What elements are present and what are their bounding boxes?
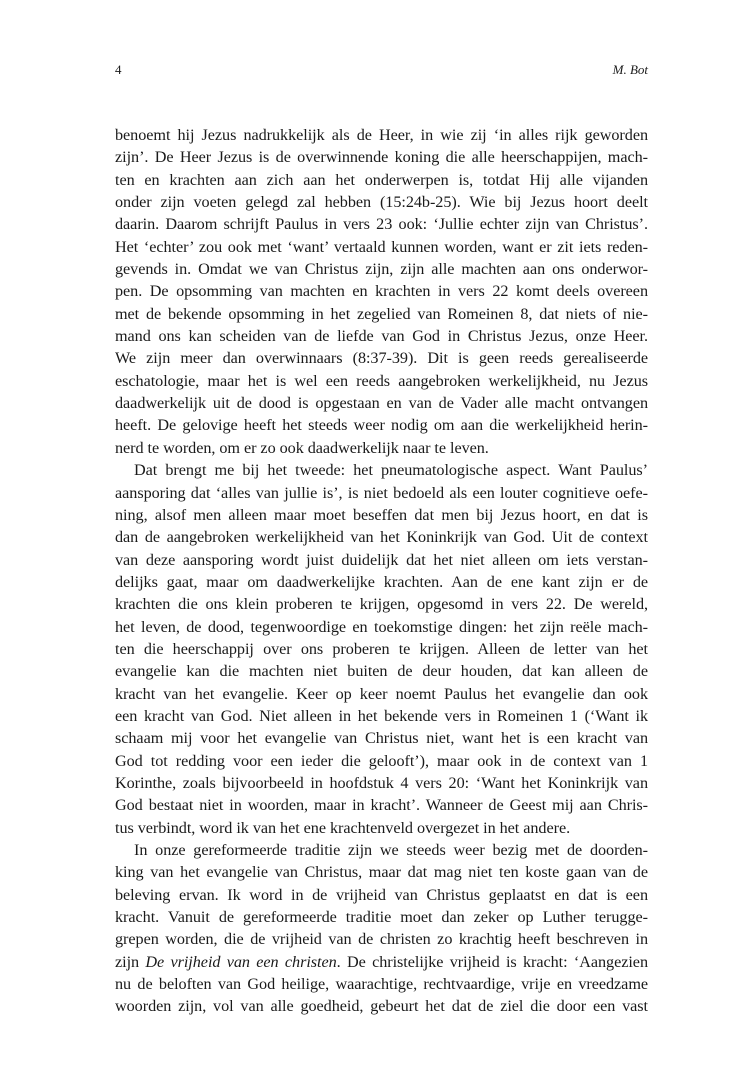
text-span: met de bekende opsomming in het zegelied van Romeinen 8, dat niets of nie- [115, 304, 648, 323]
paragraph [115, 124, 648, 459]
text-line [115, 124, 648, 146]
text-line [115, 169, 648, 191]
text-line [115, 772, 648, 794]
text-line [115, 727, 648, 749]
text-line [115, 928, 648, 950]
text-line [115, 683, 648, 705]
italic-title: De vrijheid van een christen [145, 952, 337, 971]
text-span: aansporing dat ‘alles van jullie is’, is niet bedoeld als een louter cognitieve oefe- [115, 483, 648, 502]
text-span: onder zijn voeten gelegd zal hebben (15:24b-25). Wie bij Jezus hoort deelt [115, 193, 648, 212]
text-line [115, 660, 648, 682]
text-span: ten en krachten aan zich aan het onderwerpen is, totdat Hij alle vijanden [115, 170, 648, 189]
text-line [115, 280, 648, 302]
text-line [115, 973, 648, 995]
text-span: kracht van het evangelie. Keer op keer noemt Paulus het evangelie dan ook [115, 684, 648, 703]
text-span: beleving ervan. Ik word in de vrijheid van Christus geplaatst en dat is een [115, 885, 648, 904]
text-span: . De christelijke vrijheid is kracht: ‘Aangezien [336, 952, 648, 971]
text-span: een kracht van God. Niet alleen in het bekende vers in Romeinen 1 (‘Want ik [115, 706, 648, 725]
text-line [115, 995, 648, 1017]
text-span: Korinthe, zoals bijvoorbeeld in hoofdstuk 4 vers 20: ‘Want het Koninkrijk van [115, 773, 648, 792]
text-line [115, 571, 648, 593]
text-line [115, 213, 648, 235]
text-span: In onze gereformeerde traditie zijn we steeds weer bezig met de doorden- [134, 841, 648, 859]
text-span: God tot redding voor een ieder die gelooft’), maar ook in de context van 1 [115, 751, 648, 770]
text-span: nu de beloften van God heilige, waarachtige, rechtvaardige, vrije en vreedzame [115, 975, 648, 994]
text-line [115, 884, 648, 906]
text-line [115, 616, 648, 638]
text-line [115, 370, 648, 392]
text-span: delijks gaat, maar om daadwerkelijke krachten. Aan de ene kant zijn er de [115, 572, 648, 591]
text-span: het leven, de dood, tegenwoordige en toekomstige dingen: het zijn reële mach- [115, 617, 648, 636]
text-span: ten die heerschappij over ons proberen te krijgen. Alleen de letter van het [115, 639, 648, 658]
text-span: van deze aansporing wordt juist duidelijk dat het niet alleen om iets verstan- [115, 550, 648, 569]
text-line [115, 906, 648, 928]
text-span: pen. De opsomming van machten en krachten in vers 22 komt deels overeen [115, 282, 648, 301]
text-span: ning, alsof men alleen maar moet beseffen dat men bij Jezus hoort, en dat is [115, 505, 648, 524]
text-line [115, 839, 648, 861]
text-span: daadwerkelijk uit de dood is opgestaan en van de Vader alle macht ontvangen [115, 394, 648, 413]
text-line [115, 392, 648, 414]
running-head: M. Bot [612, 62, 648, 77]
text-span: kracht. Vanuit de gereformeerde traditie moet dan zeker op Luther terugge- [115, 908, 648, 927]
body-text [115, 124, 648, 1018]
text-line [115, 593, 648, 615]
text-span: nerd te worden, om er zo ook daadwerkelijk naar te leven. [115, 438, 489, 457]
text-line [115, 414, 648, 436]
text-line [115, 146, 648, 168]
text-span: schaam mij voor het evangelie van Christus niet, want het is een kracht van [115, 729, 648, 748]
text-span: daarin. Daarom schrijft Paulus in vers 23 ook: ‘Jullie echter zijn van Christus’. [115, 215, 648, 234]
text-line [115, 951, 648, 973]
text-line [115, 705, 648, 727]
text-line [115, 750, 648, 772]
text-line [115, 817, 648, 839]
text-line [115, 549, 648, 571]
text-span: gevends in. Omdat we van Christus zijn, zijn alle machten aan ons onderwor- [115, 260, 648, 279]
text-span: zijn [115, 952, 146, 971]
page-number: 4 [115, 62, 122, 77]
text-line [115, 437, 648, 459]
text-span: mand ons kan scheiden van de liefde van God in Christus Jezus, onze Heer. [115, 327, 648, 346]
text-line [115, 325, 648, 347]
text-line [115, 638, 648, 660]
text-line [115, 861, 648, 883]
text-span: We zijn meer dan overwinnaars (8:37-39). Dit is geen reeds gerealiseerde [115, 349, 648, 368]
text-line [115, 303, 648, 325]
paragraph [115, 459, 648, 839]
text-line [115, 526, 648, 548]
text-span: evangelie kan die machten niet buiten de deur houden, dat kan alleen de [115, 662, 648, 681]
text-span: woorden zijn, vol van alle goedheid, gebeurt het dat de ziel die door een vast [115, 997, 648, 1016]
text-span: Het ‘echter’ zou ook met ‘want’ vertaald kunnen worden, want er zit iets reden- [115, 237, 648, 256]
text-line [115, 504, 648, 526]
text-span: God bestaat niet in woorden, maar in kracht’. Wanneer de Geest mij aan Chris- [115, 796, 648, 815]
text-span: zijn’. De Heer Jezus is de overwinnende koning die alle heerschappijen, mach- [115, 148, 648, 167]
page-header [115, 62, 648, 82]
text-line [115, 482, 648, 504]
text-span: eschatologie, maar het is wel een reeds aangebroken werkelijkheid, nu Jezus [115, 371, 648, 390]
text-span: heeft. De gelovige heeft het steeds weer nodig om aan die werkelijkheid herin- [115, 416, 648, 435]
text-line [115, 236, 648, 258]
text-line [115, 258, 648, 280]
text-span: Dat brengt me bij het tweede: het pneumatologische aspect. Want Paulus’ [134, 461, 648, 480]
text-span: tus verbindt, word ik van het ene krachtenveld overgezet in het andere. [115, 818, 571, 837]
text-line [115, 191, 648, 213]
text-line [115, 794, 648, 816]
text-span: king van het evangelie van Christus, maar dat mag niet ten koste gaan van de [115, 863, 648, 882]
text-span: krachten die ons klein proberen te krijgen, opgesomd in vers 22. De wereld, [115, 595, 648, 614]
text-span: benoemt hij Jezus nadrukkelijk als de Heer, in wie zij ‘in alles rijk geworden [115, 126, 648, 144]
text-span: grepen worden, die de vrijheid van de christen zo krachtig heeft beschreven in [115, 930, 648, 949]
text-line [115, 347, 648, 369]
paragraph [115, 839, 648, 1018]
text-span: dan de aangebroken werkelijkheid van het Koninkrijk van God. Uit de context [115, 528, 648, 547]
text-line [115, 459, 648, 481]
